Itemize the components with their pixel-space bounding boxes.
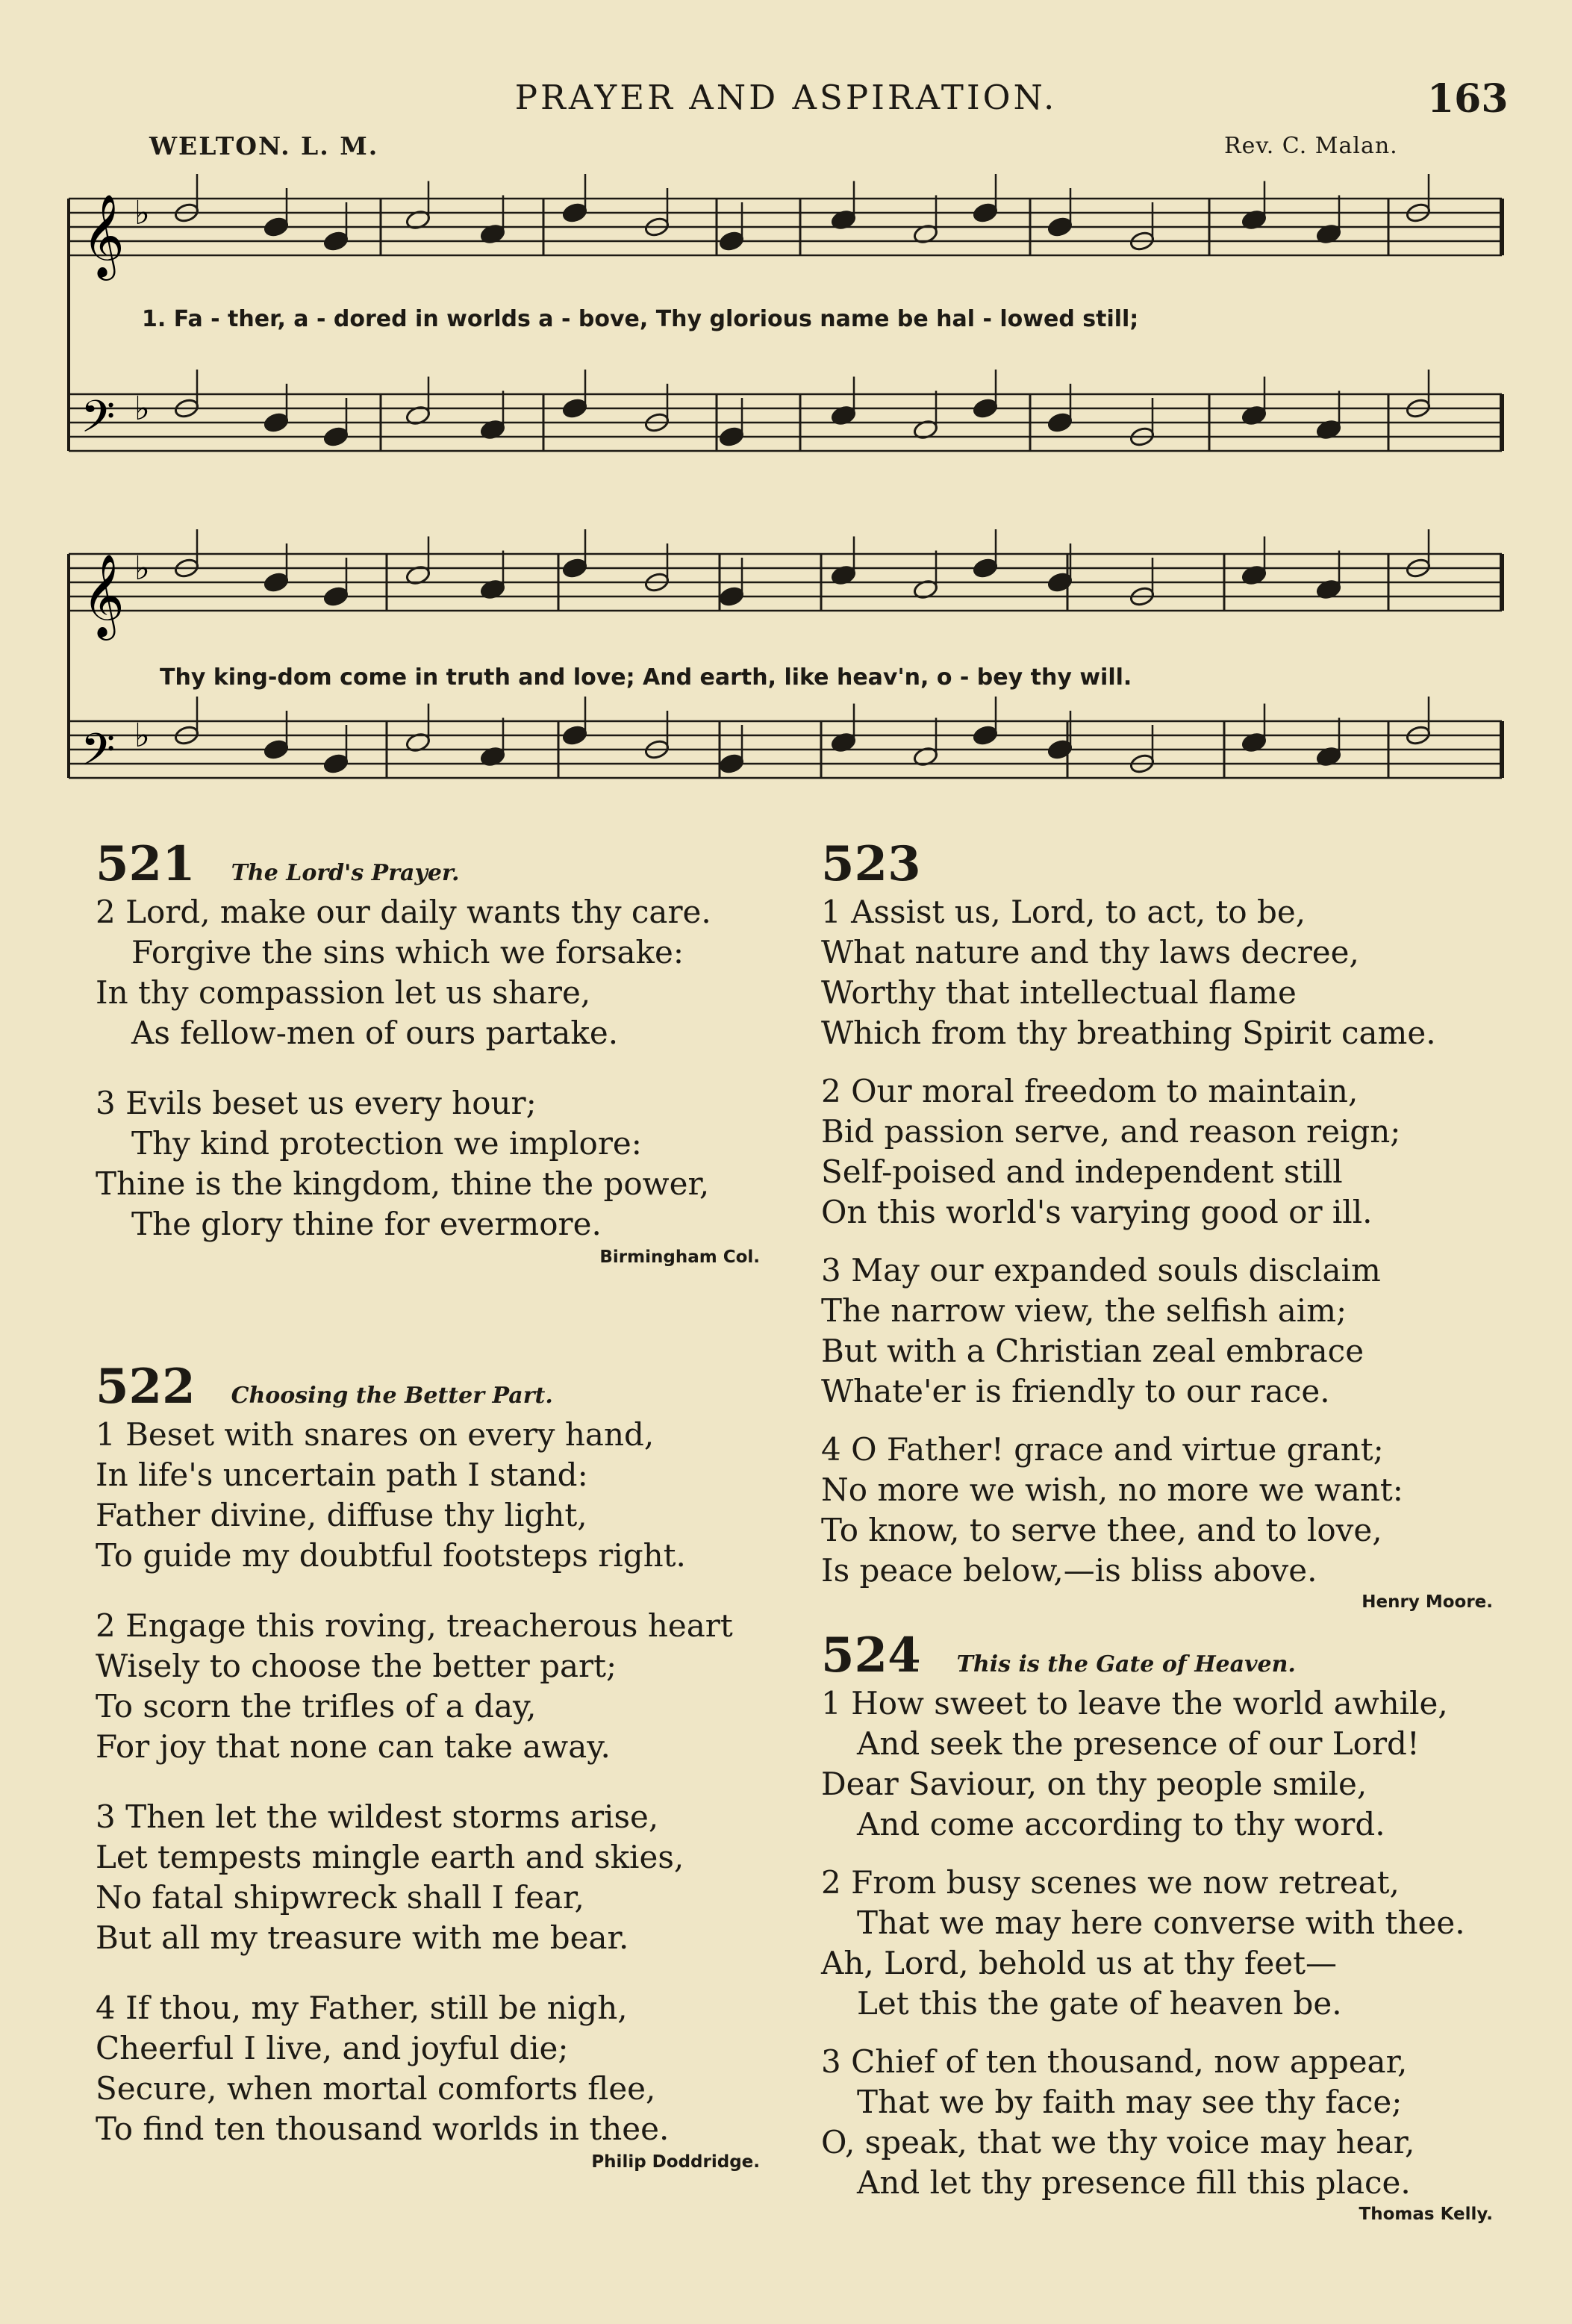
hymn-number: 522 [96, 1359, 196, 1415]
hymn-number: 523 [821, 836, 921, 892]
treble-clef-icon: 𝄞 [82, 193, 125, 277]
notehead [263, 216, 289, 237]
verse-line: Whate'er is friendly to our race. [821, 1373, 1330, 1409]
verse-line: But with a Christian zeal embrace [821, 1333, 1364, 1369]
verse-line: 2 Our moral freedom to maintain, [821, 1073, 1359, 1109]
verse-line: 3 May our expanded souls disclaim [821, 1252, 1381, 1289]
music-lyric-line-2: Thy king-dom come in truth and love; And earth, like heav'n, o - bey thy will. [160, 664, 1132, 691]
verse-line: That we may here converse with thee. [857, 1904, 1465, 1941]
verse-line: The glory thine for evermore. [131, 1206, 602, 1242]
verse-line: 3 Chief of ten thousand, now appear, [821, 2043, 1408, 2080]
hymn-522 [96, 1359, 760, 2172]
verse-line: In life's uncertain path I stand: [96, 1457, 588, 1493]
verse-line: In thy compassion let us share, [96, 974, 591, 1011]
verse-line: To find ten thousand worlds in thee. [96, 2110, 670, 2147]
verse-line: To know, to serve thee, and to love, [821, 1512, 1382, 1548]
notehead [322, 230, 349, 252]
notehead [1047, 216, 1073, 237]
verse-line: Thy kind protection we implore: [131, 1125, 642, 1162]
attribution: Henry Moore. [1362, 1592, 1493, 1612]
hymn-number: 521 [96, 836, 196, 892]
verse-line: 1 How sweet to leave the world awhile, [821, 1685, 1448, 1722]
notehead [972, 724, 998, 746]
verse [821, 2042, 1493, 2203]
flat-sign-icon: ♭ [134, 717, 150, 755]
flat-sign-icon: ♭ [134, 390, 150, 428]
verse-line: Dear Saviour, on thy people smile, [821, 1766, 1367, 1802]
verse-line: What nature and thy laws decree, [821, 934, 1359, 971]
verse-line: Let this the gate of heaven be. [857, 1985, 1342, 2022]
notehead [972, 557, 998, 579]
verse [821, 1430, 1493, 1591]
hymn-title: The Lord's Prayer. [231, 860, 460, 886]
verse-line: To guide my doubtful footsteps right. [96, 1537, 686, 1574]
treble-clef-icon: 𝄞 [82, 553, 125, 637]
verse-line: Self-poised and independent still [821, 1153, 1343, 1190]
verse-line: As fellow-men of ours partake. [131, 1015, 619, 1051]
verse-line: 2 Lord, make our daily wants thy care. [96, 894, 711, 930]
verse [821, 1071, 1493, 1233]
verse-line: Thine is the kingdom, thine the power, [96, 1165, 710, 1202]
verse-line: 2 Engage this roving, treacherous heart [96, 1607, 733, 1644]
tune-name: WELTON. L. M. [149, 131, 379, 161]
notehead [718, 426, 744, 447]
notehead [263, 571, 289, 593]
verse [821, 1683, 1493, 1845]
notehead [322, 426, 349, 447]
running-title: PRAYER AND ASPIRATION. [514, 78, 1058, 117]
verse [96, 1606, 760, 1767]
notehead [561, 724, 587, 746]
hymn-number: 524 [821, 1627, 921, 1683]
verse-line: And let thy presence fill this place. [857, 2164, 1411, 2201]
flat-sign-icon: ♭ [134, 549, 150, 588]
verse-line: 3 Evils beset us every hour; [96, 1085, 537, 1121]
notehead [1047, 571, 1073, 593]
notehead [561, 557, 587, 579]
verse-line: Worthy that intellectual flame [821, 974, 1297, 1011]
verse-line: Is peace below,—is bliss above. [821, 1552, 1317, 1589]
notehead [972, 202, 998, 223]
notehead [718, 230, 744, 252]
notehead [972, 397, 998, 419]
notehead [1047, 411, 1073, 433]
verse-line: 1 Assist us, Lord, to act, to be, [821, 894, 1306, 930]
verse [821, 892, 1493, 1053]
verse-line: O, speak, that we thy voice may hear, [821, 2124, 1415, 2161]
verse [96, 1797, 760, 1958]
verse-line: 4 O Father! grace and virtue grant; [821, 1431, 1384, 1468]
verse-line: Cheerful I live, and joyful die; [96, 2030, 569, 2066]
bass-clef-icon: 𝄢 [81, 723, 116, 786]
music-lyric-line-1: 1. Fa - ther, a - dored in worlds a - bove, Thy glorious name be hal - lowed still; [142, 306, 1139, 332]
verse-line: No more we wish, no more we want: [821, 1471, 1403, 1508]
attribution: Philip Doddridge. [591, 2152, 760, 2172]
verse-line: 1 Beset with snares on every hand, [96, 1416, 655, 1453]
bass-clef-icon: 𝄢 [81, 390, 116, 453]
verse-line: For joy that none can take away. [96, 1728, 611, 1765]
verse-line: Let tempests mingle earth and skies, [96, 1839, 684, 1875]
verse-line: On this world's varying good or ill. [821, 1194, 1373, 1230]
notehead [561, 397, 587, 419]
hymn-523 [821, 836, 1493, 1612]
notehead [718, 585, 744, 607]
flat-sign-icon: ♭ [134, 194, 150, 232]
verse-line: That we by faith may see thy face; [857, 2084, 1403, 2120]
verse-line: Secure, when mortal comforts flee, [96, 2070, 656, 2107]
verse-line: Father divine, diffuse thy light, [96, 1497, 587, 1533]
verse-line: Bid passion serve, and reason reign; [821, 1113, 1401, 1150]
notehead [263, 738, 289, 760]
verse-line: Ah, Lord, behold us at thy feet— [821, 1945, 1338, 1981]
verse-line: And seek the presence of our Lord! [857, 1725, 1420, 1762]
notehead [322, 753, 349, 774]
verse [821, 1250, 1493, 1412]
verse-line: The narrow view, the selfish aim; [821, 1292, 1347, 1329]
verse [96, 1988, 760, 2149]
verse-line: 2 From busy scenes we now retreat, [821, 1864, 1400, 1901]
notehead [561, 202, 587, 223]
verse-line: To scorn the trifles of a day, [96, 1688, 537, 1725]
attribution: Thomas Kelly. [1359, 2205, 1493, 2224]
verse-line: But all my treasure with me bear. [96, 1919, 629, 1956]
hymn-title: Choosing the Better Part. [231, 1383, 553, 1409]
verse [821, 1863, 1493, 2024]
hymn-524 [821, 1627, 1493, 2224]
attribution: Birmingham Col. [599, 1247, 760, 1267]
notehead [322, 585, 349, 607]
notehead [718, 753, 744, 774]
verse-line: 4 If thou, my Father, still be nigh, [96, 1990, 628, 2026]
notehead [263, 411, 289, 433]
hymn-521 [96, 836, 760, 1267]
verse-line: Forgive the sins which we forsake: [131, 934, 684, 971]
music-score [0, 0, 1572, 821]
verse-line: 3 Then let the wildest storms arise, [96, 1798, 659, 1835]
verse [96, 1415, 760, 1576]
notehead [1047, 738, 1073, 760]
verse-line: Which from thy breathing Spirit came. [821, 1015, 1436, 1051]
hymn-title: This is the Gate of Heaven. [956, 1651, 1296, 1677]
verse [96, 1083, 760, 1244]
composer: Rev. C. Malan. [1224, 133, 1398, 159]
verse-line: And come according to thy word. [857, 1806, 1385, 1842]
verse [96, 892, 760, 1053]
verse-line: No fatal shipwreck shall I fear, [96, 1879, 584, 1916]
page-number: 163 [1427, 76, 1509, 122]
verse-line: Wisely to choose the better part; [96, 1648, 617, 1684]
